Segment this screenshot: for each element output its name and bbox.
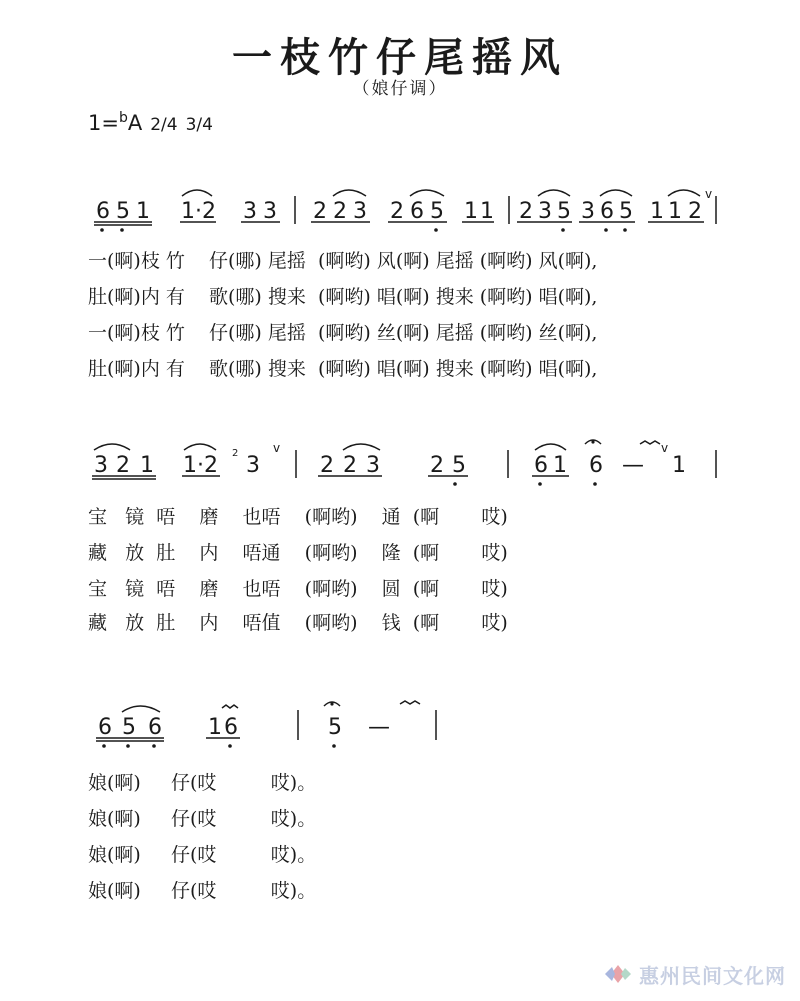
lyrics-verse-4c: 娘(啊) 仔(哎 哎)。 xyxy=(88,880,317,902)
svg-text:1: 1 xyxy=(464,199,478,224)
svg-text:6: 6 xyxy=(600,199,614,224)
lyrics-verse-1b: 宝 镜 唔 磨 也唔 (啊哟) 通 (啊 哎) xyxy=(88,506,508,528)
svg-text:5: 5 xyxy=(328,715,342,740)
svg-text:2: 2 xyxy=(430,453,444,478)
lyrics-verse-2: 肚(啊)内 有 歌(哪) 搜来 (啊哟) 唱(啊) 搜来 (啊哟) 唱(啊), xyxy=(88,286,598,308)
svg-text:—: — xyxy=(622,453,644,478)
lyrics-verse-4b: 藏 放 肚 内 唔值 (啊哟) 钱 (啊 哎) xyxy=(88,612,508,634)
svg-text:2: 2 xyxy=(333,199,347,224)
svg-text:3: 3 xyxy=(353,199,367,224)
svg-text:6: 6 xyxy=(148,715,162,740)
time-signature-1: 2/4 xyxy=(150,115,178,135)
lyrics-verse-1: 一(啊)枝 竹 仔(哪) 尾摇 (啊哟) 风(啊) 尾摇 (啊哟) 风(啊), xyxy=(88,250,598,272)
svg-text:1·2: 1·2 xyxy=(181,199,216,224)
svg-text:6: 6 xyxy=(410,199,424,224)
svg-text:2: 2 xyxy=(343,453,357,478)
watermark-text: 惠州民间文化网 xyxy=(639,963,786,988)
key-signature xyxy=(88,110,213,135)
site-watermark xyxy=(601,957,786,991)
lyrics-verse-3c: 娘(啊) 仔(哎 哎)。 xyxy=(88,844,317,866)
svg-text:1·2: 1·2 xyxy=(183,453,218,478)
time-signature-2: 3/4 xyxy=(185,115,213,135)
key-flat: b xyxy=(118,110,128,126)
svg-text:3: 3 xyxy=(246,453,260,478)
svg-text:v: v xyxy=(273,441,281,455)
svg-text:6: 6 xyxy=(98,715,112,740)
svg-text:2: 2 xyxy=(116,453,130,478)
svg-text:1: 1 xyxy=(136,199,150,224)
svg-text:2: 2 xyxy=(688,199,702,224)
notation-line-3 xyxy=(0,694,800,774)
lyrics-verse-4: 肚(啊)内 有 歌(哪) 搜来 (啊哟) 唱(啊) 搜来 (啊哟) 唱(啊), xyxy=(88,358,598,380)
svg-text:3: 3 xyxy=(581,199,595,224)
svg-text:6: 6 xyxy=(224,715,238,740)
svg-text:1: 1 xyxy=(668,199,682,224)
svg-text:1: 1 xyxy=(140,453,154,478)
svg-text:5: 5 xyxy=(116,199,130,224)
svg-text:6: 6 xyxy=(589,453,603,478)
svg-text:v: v xyxy=(661,441,669,455)
svg-text:5: 5 xyxy=(619,199,633,224)
svg-text:1: 1 xyxy=(208,715,222,740)
svg-text:v: v xyxy=(705,187,713,201)
svg-text:5: 5 xyxy=(557,199,571,224)
svg-text:6: 6 xyxy=(534,453,548,478)
svg-text:1: 1 xyxy=(672,453,686,478)
notation-line-2 xyxy=(0,432,800,512)
key-note: A xyxy=(127,111,143,135)
song-title: 一枝竹仔尾摇风 xyxy=(232,34,568,81)
svg-text:2: 2 xyxy=(313,199,327,224)
svg-text:3: 3 xyxy=(94,453,108,478)
svg-text:2: 2 xyxy=(519,199,533,224)
key-prefix: 1= xyxy=(88,111,119,135)
svg-text:3: 3 xyxy=(538,199,552,224)
svg-text:5: 5 xyxy=(452,453,466,478)
svg-text:1: 1 xyxy=(553,453,567,478)
lyrics-verse-2c: 娘(啊) 仔(哎 哎)。 xyxy=(88,808,317,830)
lyrics-verse-1c: 娘(啊) 仔(哎 哎)。 xyxy=(88,772,317,794)
svg-text:6: 6 xyxy=(96,199,110,224)
svg-text:1: 1 xyxy=(650,199,664,224)
svg-text:—: — xyxy=(368,715,390,740)
lyrics-verse-3b: 宝 镜 唔 磨 也唔 (啊哟) 圆 (啊 哎) xyxy=(88,578,508,600)
svg-text:5: 5 xyxy=(430,199,444,224)
svg-text:5: 5 xyxy=(122,715,136,740)
svg-text:2: 2 xyxy=(320,453,334,478)
svg-text:2: 2 xyxy=(232,448,239,459)
song-subtitle: （娘仔调） xyxy=(352,79,448,99)
svg-text:3: 3 xyxy=(243,199,257,224)
svg-text:3: 3 xyxy=(263,199,277,224)
diamond-logo-icon xyxy=(601,959,635,989)
svg-text:3: 3 xyxy=(366,453,380,478)
svg-text:2: 2 xyxy=(390,199,404,224)
lyrics-verse-2b: 藏 放 肚 内 唔通 (啊哟) 隆 (啊 哎) xyxy=(88,542,508,564)
lyrics-verse-3: 一(啊)枝 竹 仔(哪) 尾摇 (啊哟) 丝(啊) 尾摇 (啊哟) 丝(啊), xyxy=(88,322,598,344)
svg-text:1: 1 xyxy=(480,199,494,224)
